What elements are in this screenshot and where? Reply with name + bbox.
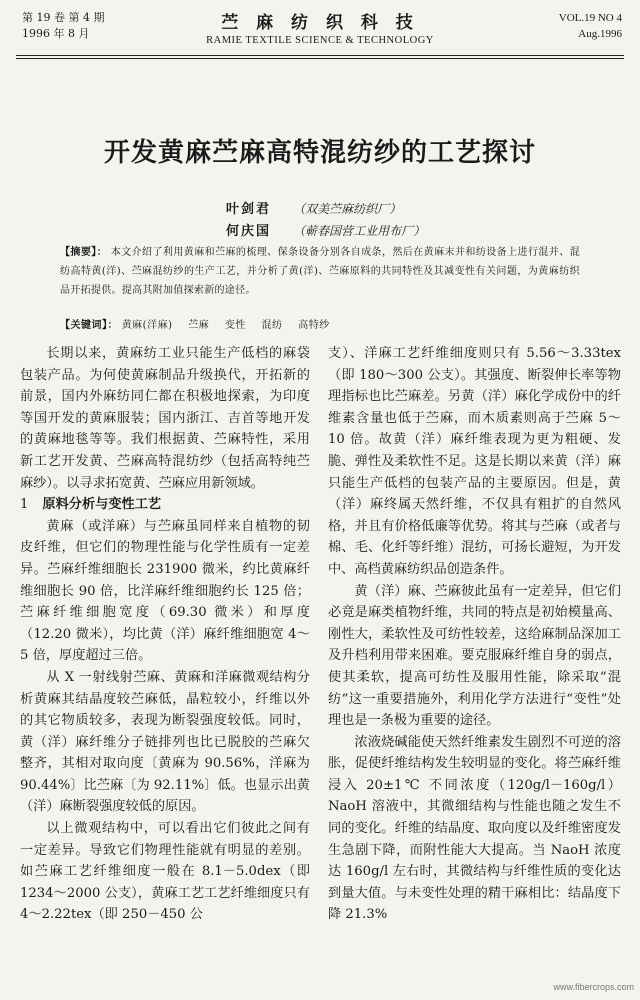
keyword: 变性 [224,320,246,331]
issue-date: 1996 年 8 月 [22,27,90,40]
author-1 [226,198,401,217]
journal-name-zh: 苎 麻 纺 织 科 技 [221,13,419,33]
header-rule [16,55,624,56]
issue-date-en: Aug.1996 [578,28,622,40]
issue-info-en [559,10,622,42]
section-number: 1 [20,497,29,513]
author-affiliation: （蕲春国营工业用布厂） [293,224,426,238]
article-title: 开发黄麻苎麻高特混纺纱的工艺探讨 [103,138,536,168]
header-rule-thin [16,58,624,59]
issue-info [22,10,104,42]
author-affiliation: （双美苎麻纺织厂） [293,202,402,216]
abstract [60,243,580,300]
keyword: 黄麻(洋麻) [121,320,173,331]
author-name: 叶剑君 [226,202,272,217]
paragraph: 支）、洋麻工艺纤维细度则只有 5.56～3.33tex（即 180～300 公支）。其强度、断裂伸长率等物理指标也比苎麻差。另黄（洋）麻化学成份中的纤维素含量也低于苎麻，而木质素则高于苎麻 5～10 倍。故黄（洋）麻纤维表现为更为粗硬、发脆、弹性及柔软性不足。这是长期以来黄（洋）麻只能生产低档的包装产品的主要原因。但是，黄（洋）麻终属天然纤维，不仅具有粗扩的自然风格，并且有价格低廉等优势。将其与苎麻（或者与棉、毛、化纤等纤维）混纺，可扬长避短，为开发中、高档黄麻纺织品创造条件。 [328,346,621,577]
volume-issue: 第 19 卷 第 4 期 [22,11,105,24]
keyword: 苎麻 [188,320,210,331]
paragraph: 黄（洋）麻、苎麻彼此虽有一定差异，但它们必竟是麻类植物纤维，共同的特点是初始模量高、刚性大，柔软性及可纺性较差，这给麻制品深加工及升档利用带来困难。要克服麻纤维自身的弱点，使其柔软，提高可纺性及服用性能，除采取“混纺”这一重要措施外，利用化学方法进行“变性”处理也是一条极为重要的途径。 [328,583,621,729]
abstract-label: 【摘要】： [60,247,108,258]
body-column-right [328,343,621,926]
keywords-label: 【关键词】： [60,320,118,331]
author-2 [226,220,425,239]
volume-issue-en: VOL.19 NO 4 [558,12,622,24]
section-title: 原料分析与变性工艺 [42,497,162,513]
section-heading [20,494,310,516]
paragraph: 浓液烧碱能使天然纤维素发生剧烈不可逆的溶胀，促使纤维结构发生较明显的变化。将苎麻纤维浸入 20±1℃ 不同浓度（120g/l－160g/l）NaoH 溶液中，其微细结构与性能也随之发生不同的变化。纤维的结晶度、取向度以及纤维密度发生急剧下降，而附性能大大提高。当 NaoH 浓度达 160g/l 左右时，其微结构与纤维性质的变化达到量大值。与未变性处理的精干麻相比：结晶度下降 21.3% [328,734,621,923]
journal-name [150,8,490,46]
journal-name-en: RAMIE TEXTILE SCIENCE & TECHNOLOGY [206,35,434,46]
paragraph: 以上微观结构中，可以看出它们彼此之间有一定差异。导致它们物理性能就有明显的差别。如苎麻工艺纤维细度一般在 8.1－5.0dex（即 1234～2000 公支），黄麻工艺工艺纤维细度只有 4～2.22tex（即 250－450 公 [20,821,310,923]
body-column-left [20,343,310,926]
journal-header [0,8,640,60]
keywords [60,316,580,331]
paragraph: 长期以来，黄麻纺工业只能生产低档的麻袋包装产品。为何使黄麻制品升级换代，开拓新的前景，国内外麻纺同仁都在积极地探索，为印度等国开发的黄麻服装；国内浙江、吉首等地开发的黄麻地毯等等。我们根据黄、苎麻特性，采用新工艺开发黄、苎麻高特混纺纱（包括高特纯苎麻纱）。以寻求拓宽黄、苎麻应用新领域。 [20,346,310,491]
keyword: 高特纱 [298,320,330,331]
paragraph: 从 X 一射线射苎麻、黄麻和洋麻微观结构分析黄麻其结晶度较苎麻低，晶粒较小，纤维以外的其它物质较多，表现为断裂强度较低。同时，黄（洋）麻纤维分子链排列也比已脱胶的苎麻欠整齐，其相对取向度〔黄麻为 90.56%，洋麻为 90.44%〕比苎麻〔为 92.11%〕低。也显示出黄（洋）麻断裂强度较低的原因。 [20,669,310,815]
abstract-text: 本文介绍了利用黄麻和苎麻的梳理、保条设备分别各自成条，然后在黄麻末并和纺设备上进行混并、混纺高特黄(洋)、苎麻混纺纱的生产工艺，并分析了黄(洋)、苎麻原料的共同特性及其减变性有关问题，为黄麻纺织品开拓提供。提高其附加值探索新的途径。 [60,247,580,296]
watermark: www.fibercrops.com [553,982,634,992]
keyword: 混纺 [261,320,283,331]
author-name: 何庆国 [226,224,272,239]
paragraph: 黄麻（或洋麻）与苎麻虽同样来自植物的韧皮纤维，但它们的物理性能与化学性质有一定差异。苎麻纤维细胞长 231900 微米，约比黄麻纤维细胞长 90 倍，比洋麻纤维细胞约长 125 倍；苎麻纤维细胞宽度（69.30 微米）和厚度（12.20 微米），均比黄（洋）麻纤维细胞宽 4～5 倍，厚度超过三倍。 [20,518,310,664]
